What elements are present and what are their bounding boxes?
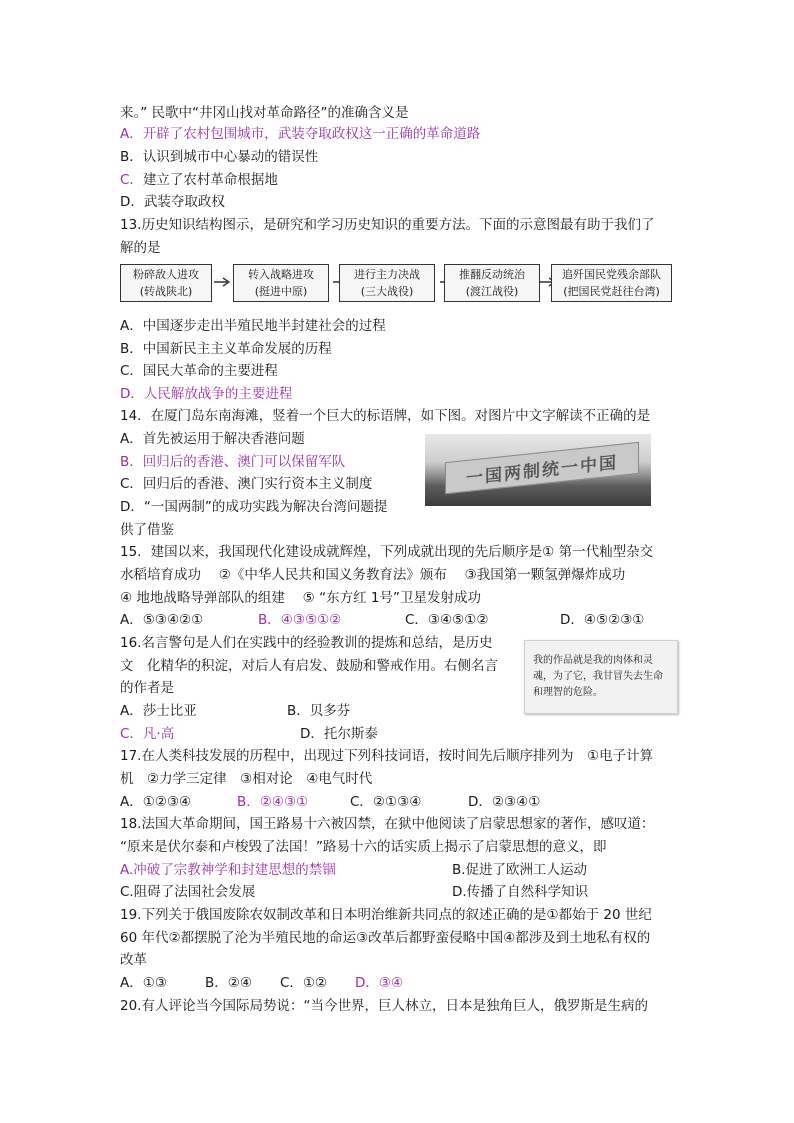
flow-box-2-sub: (挺进中原) — [254, 285, 308, 298]
billboard-photo — [425, 434, 651, 506]
q14-stem: 14．在厦门岛东南海滩，竖着一个巨大的标语牌，如下图。对图片中文字解读不正确的是 — [120, 408, 651, 424]
q17-option-a: A．①②③④ — [120, 794, 192, 810]
q16-stem-line1: 16.名言警句是人们在实践中的经验教训的提炼和总结，是历史 — [120, 635, 493, 651]
billboard-text: 一国两制统一中国 — [466, 453, 618, 489]
q16-option-c: C．凡·高 — [120, 726, 175, 742]
q14-option-a: A．首先被运用于解决香港问题 — [120, 431, 305, 447]
q16-stem-line2: 文 化精华的积淀，对后人有启发、鼓励和警戒作用。右侧名言 — [120, 658, 498, 674]
q12-option-b: B．认识到城市中心暴动的错误性 — [120, 149, 319, 165]
q12-option-c-text: 建立了农村革命根据地 — [142, 172, 278, 188]
q13-stem-line1: 13.历史知识结构图示，是研究和学习历史知识的重要方法。下面的示意图最有助于我们了 — [120, 217, 655, 233]
q18-option-d: D.传播了自然科学知识 — [452, 884, 589, 900]
flow-box-4-title: 推翻反动统治 — [459, 268, 525, 281]
q20-stem-line1: 20.有人评论当今国际局势说：“当今世界，巨人林立，日本是独角巨人，俄罗斯是生病的 — [120, 998, 648, 1014]
q18-option-a: A.冲破了宗教神学和封建思想的禁锢 — [120, 862, 336, 878]
q19-option-c: C．①② — [280, 975, 328, 991]
q15-option-b: B．④③⑤①② — [258, 612, 342, 628]
flow-box-5-sub: (把国民党赶往台湾) — [563, 285, 660, 298]
arrow-right-icon — [214, 277, 232, 287]
q14-option-b: B．回归后的香港、澳门可以保留军队 — [120, 454, 346, 470]
quote-image — [524, 640, 678, 714]
q18-option-c: C.阻碍了法国社会发展 — [120, 884, 256, 900]
q15-option-d: D．④⑤②③① — [560, 612, 645, 628]
q19-option-d: D．③④ — [355, 975, 404, 991]
q15-stem-line3: ④ 地地战略导弹部队的组建 ⑤ “东方红 1号”卫星发射成功 — [120, 590, 481, 606]
q13-option-b: B．中国新民主主义革命发展的历程 — [120, 341, 332, 357]
q18-stem-line2: “原来是伏尔泰和卢梭毁了法国！”路易十六的话实质上揭示了启蒙思想的意义，即 — [120, 839, 607, 855]
flow-box-2-title: 转入战略进攻 — [248, 268, 314, 281]
q12-option-d: D．武装夺取政权 — [120, 194, 225, 210]
q18-stem-line1: 18.法国大革命期间，国王路易十六被囚禁，在狱中他阅读了启蒙思想家的著作，感叹道： — [120, 816, 655, 832]
q14-option-d-line1: D．“一国两制”的成功实践为解决台湾问题提 — [120, 499, 388, 515]
q16-stem-line3: 的作者是 — [120, 680, 174, 696]
flow-box-5 — [551, 264, 672, 302]
flow-box-5-title: 追歼国民党残余部队 — [562, 268, 661, 281]
q14-option-d-line2: 供了借鉴 — [120, 522, 174, 538]
q15-stem-line2: 水稻培育成功 ②《中华人民共和国义务教育法》颁布 ③我国第一颗氢弹爆炸成功 — [120, 567, 626, 583]
q13-option-a: A．中国逐步走出半殖民地半封建社会的过程 — [120, 318, 386, 334]
q15-stem-line1: 15．建国以来，我国现代化建设成就辉煌，下列成就出现的先后顺序是① 第一代籼型杂交 — [120, 544, 654, 560]
q12-stem-line: 来。” 民歌中“井冈山找对革命路径”的准确含义是 — [120, 105, 409, 121]
flow-box-3-title: 进行主力决战 — [354, 268, 420, 281]
q13-stem-line2: 解的是 — [120, 240, 161, 256]
q19-option-b: B．②④ — [205, 975, 252, 991]
flow-box-2 — [233, 264, 329, 302]
q19-stem-line1: 19.下列关于俄国废除农奴制改革和日本明治维新共同点的叙述正确的是①都始于 20 世纪 — [120, 907, 652, 923]
q13-option-d: D．人民解放战争的主要进程 — [120, 386, 293, 402]
flow-box-1-title: 粉碎敌人进攻 — [133, 268, 199, 281]
q17-option-d: D．②③④① — [468, 794, 541, 810]
q12-option-c — [120, 170, 278, 190]
q17-option-b: B．②④③① — [237, 794, 309, 810]
flow-box-4 — [444, 264, 540, 302]
flow-box-3 — [339, 264, 435, 302]
q15-option-c: C．③④⑤①② — [405, 612, 489, 628]
q17-stem-line2: 机 ②力学三定律 ③相对论 ④电气时代 — [120, 771, 373, 787]
q16-option-b: B．贝多芬 — [287, 703, 351, 719]
q15-option-a: A．⑤③④②① — [120, 612, 204, 628]
q17-stem-line1: 17.在人类科技发展的历程中，出现过下列科技词语，按时间先后顺序排列为 ①电子计算 — [120, 748, 654, 764]
flow-box-1 — [120, 264, 212, 302]
q14-option-c: C．回归后的香港、澳门实行资本主义制度 — [120, 476, 373, 492]
q17-option-c: C．②①③④ — [350, 794, 422, 810]
flow-box-4-sub: (渡江战役) — [465, 285, 519, 298]
flow-box-3-sub: (三大战役) — [360, 285, 414, 298]
q13-flowchart — [120, 264, 672, 306]
flow-box-1-sub: (转战陕北) — [139, 285, 193, 298]
q19-stem-line3: 改革 — [120, 952, 147, 968]
q12-option-c-letter: C． — [120, 172, 143, 188]
quote-text: 我的作品就是我的肉体和灵魂，为了它，我甘冒失去生命和理智的危险。 — [533, 655, 663, 698]
q16-option-d: D．托尔斯泰 — [300, 726, 378, 742]
q16-option-a: A．莎士比亚 — [120, 703, 197, 719]
q19-option-a: A．①③ — [120, 975, 167, 991]
q12-option-a: A．开辟了农村包围城市，武装夺取政权这一正确的革命道路 — [120, 126, 481, 142]
q18-option-b: B.促进了欧洲工人运动 — [452, 862, 588, 878]
billboard-sign — [445, 442, 639, 494]
q13-option-c: C．国民大革命的主要进程 — [120, 363, 278, 379]
q19-stem-line2: 60 年代②都摆脱了沦为半殖民地的命运③改革后都野蛮侵略中国④都涉及到土地私有权的 — [120, 930, 651, 946]
